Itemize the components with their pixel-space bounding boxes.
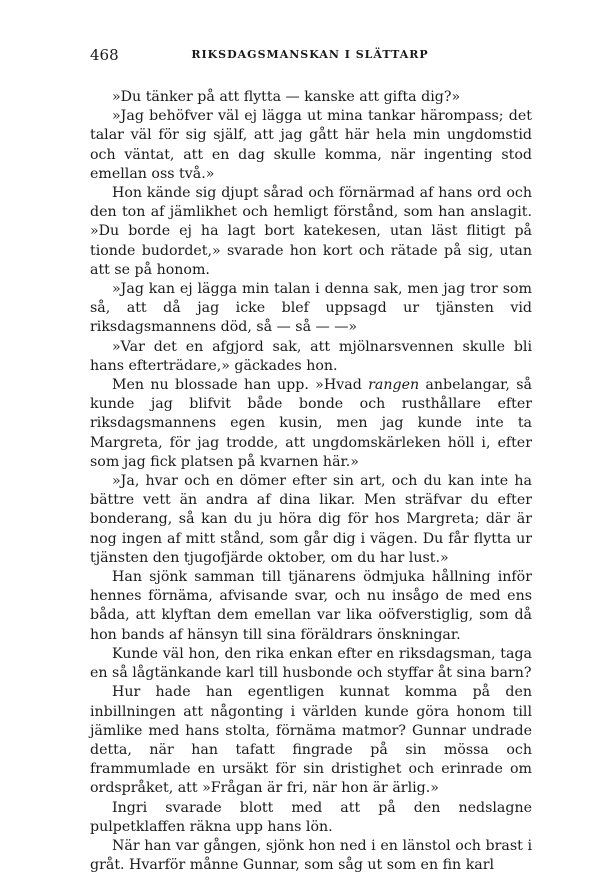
running-title: RIKSDAGSMANSKAN I SLÄTTARP <box>191 48 429 61</box>
paragraph-text: anbelangar, så kunde jag blifvit både bonde och rusthållare efter riksdagsmannens egen kusin, men jag kunde inte ta Margreta, för jag trodde, att ungdomskärleken höll i, efter som jag fick platsen på kvarnen här.» <box>90 377 532 470</box>
paragraph: Han sjönk samman till tjänarens ödmjuka hållning inför hennes förnäma, afvisande svar, och nu insågo de med ens båda, att klyftan dem emellan var lika oöfverstiglig, som då hon bands af hänsyn till sina föräldrars önskningar. <box>90 569 532 643</box>
paragraph: »Ja, hvar och en dömer efter sin art, och du kan inte ha bättre vett än andra af dina likar. Men sträfvar du efter bonderang, så kan du ju höra dig för hos Margreta; där är nog ingen af mitt stånd, som går dig i vägen. Du får flytta ur tjänsten den tjugofjärde oktober, om du har lust.» <box>90 473 532 566</box>
paragraph: »Var det en afgjord sak, att mjölnarsvennen skulle bli hans efterträdare,» gäckades hon. <box>90 338 532 374</box>
body-text <box>90 88 532 875</box>
page-number: 468 <box>90 46 119 64</box>
paragraph-text: Men nu blossade han upp. »Hvad <box>112 377 369 394</box>
paragraph: Ingri svarade blott med att på den nedslagne pulpetklaffen räkna upp hans lön. <box>90 799 532 835</box>
paragraph: Hon kände sig djupt sårad och förnärmad af hans ord och den ton af jämlikhet och hemligt förstånd, som han anslagit. »Du borde ej ha lagt bort katekesen, utan läst flitigt på tionde budordet,» svarade hon kort och rätade på sig, utan att se på honom. <box>90 185 532 278</box>
paragraph: »Du tänker på att flytta — kanske att gifta dig?» <box>112 89 461 105</box>
paragraph: Kunde väl hon, den rika enkan efter en riksdagsman, taga en så lågtänkande karl till husbonde och styffar åt sina barn? <box>90 645 532 682</box>
paragraph: »Jag kan ej lägga min talan i denna sak, men jag tror som så, att då jag icke blef uppsagd ur tjänsten vid riksdagsmannens död, så — så — —» <box>90 281 532 336</box>
emphasized-word: rangen <box>368 377 420 394</box>
page-header <box>90 40 530 66</box>
paragraph: »Jag behöfver väl ej lägga ut mina tankar härompass; det talar väl för sig själf, att jag gått här hela min ungdomstid och väntat, att en dag skulle komma, när ingenting stod emellan oss två.» <box>90 108 532 182</box>
paragraph: När han var gången, sjönk hon ned i en länstol och brast i gråt. Hvarför månne Gunnar, som såg ut som en fin karl <box>90 837 532 874</box>
paragraph <box>90 376 532 472</box>
paragraph: Hur hade han egentligen kunnat komma på den inbillningen att någonting i världen kunde göra honom till jämlike med hans stolta, förnäma matmor? Gunnar undrade detta, när han tafatt fingrade på sin mössa och frammumlade en ursäkt för sin dristighet och erinrade om ordspråket, att »Frågan är fri, när hon är ärlig.» <box>90 684 532 797</box>
